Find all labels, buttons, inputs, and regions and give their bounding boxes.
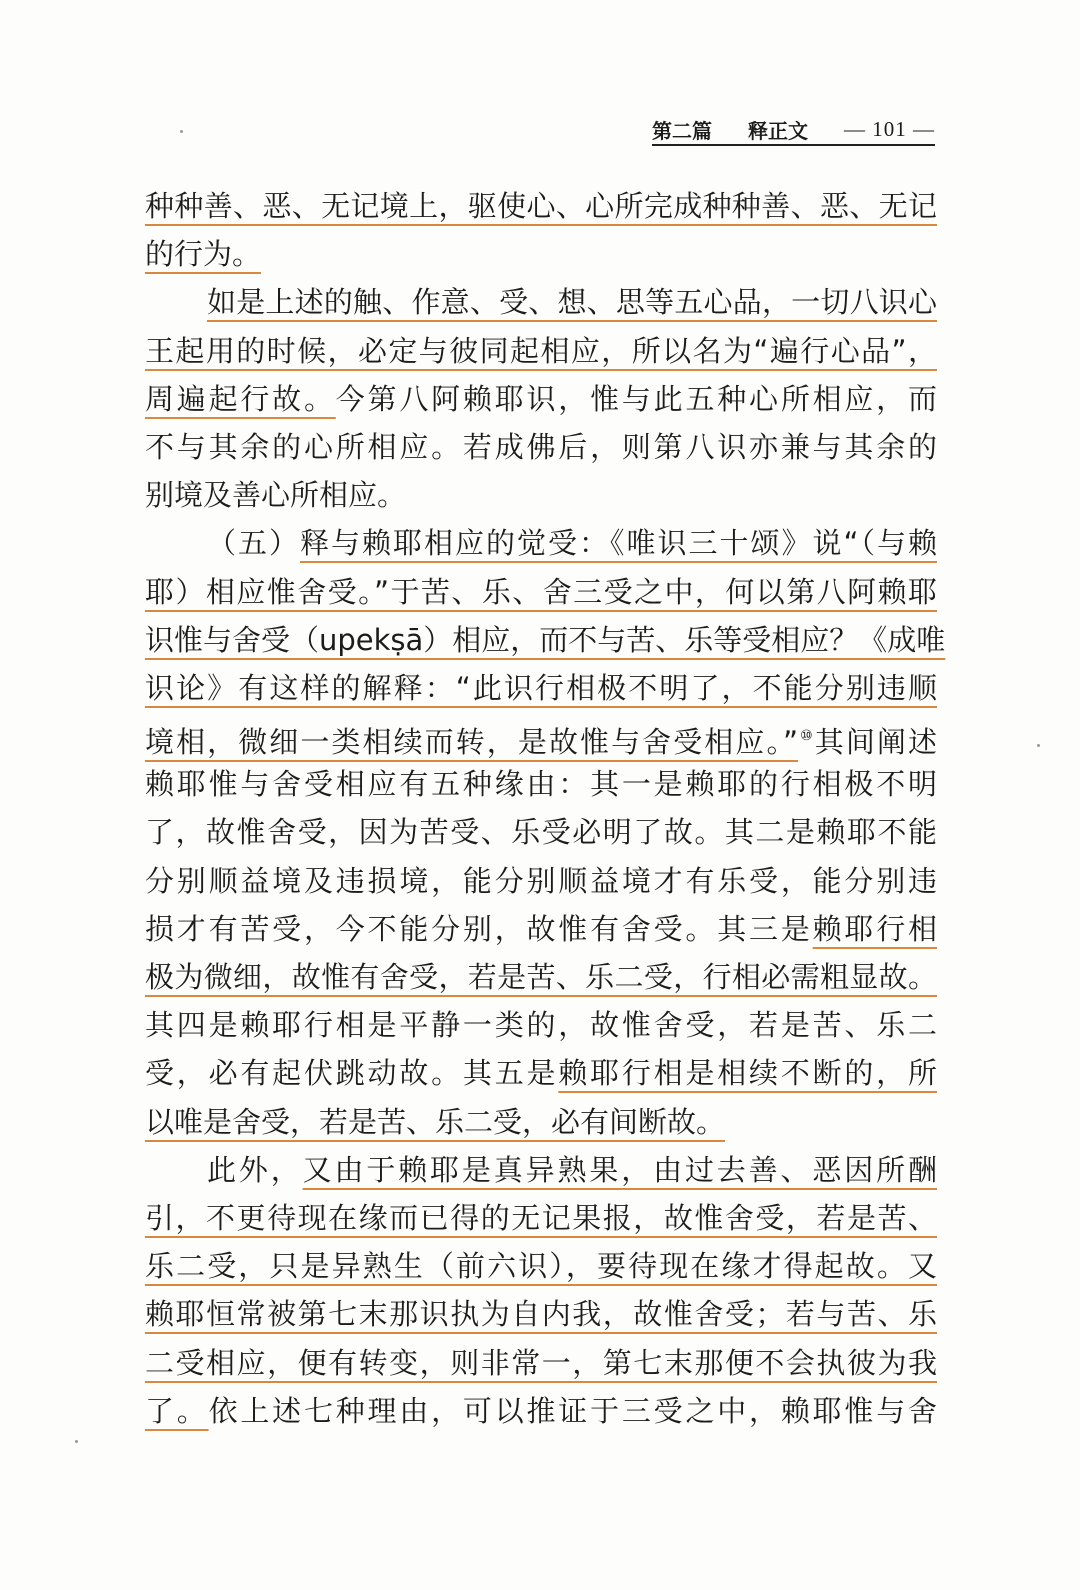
text-segment: 其四是赖耶行相是平静一类的，故惟舍受，若是苦、乐二 bbox=[145, 1008, 937, 1043]
underlined-text: 的行为。 bbox=[145, 237, 262, 272]
footnote-marker: ⑩ bbox=[798, 728, 815, 745]
text-segment: 今第八阿赖耶识，惟与此五种心所相应，而 bbox=[335, 381, 937, 416]
text-line bbox=[145, 1387, 937, 1435]
text-line bbox=[145, 857, 937, 905]
text-line bbox=[145, 1194, 937, 1242]
underlined-text: 境相，微细一类相续而转，是故惟与舍受相应。” bbox=[145, 725, 799, 760]
text-line bbox=[145, 616, 946, 664]
underlined-text: 释与赖耶相应的觉受：《唯识三十颂》说“（与赖 bbox=[300, 526, 937, 561]
text-line bbox=[145, 471, 937, 519]
text-line bbox=[145, 1339, 937, 1387]
underlined-text: 赖耶行相 bbox=[812, 911, 937, 946]
underlined-text: 如是上述的触、作意、受、想、思等五心品，一切八识心 bbox=[207, 285, 937, 320]
text-segment: （五） bbox=[207, 526, 300, 561]
running-header bbox=[652, 114, 935, 146]
text-segment: 依上述七种理由，可以推证于三受之中，赖耶惟与舍 bbox=[208, 1393, 937, 1428]
text-segment: 赖耶惟与舍受相应有五种缘由：其一是赖耶的行相极不明 bbox=[145, 767, 937, 802]
underlined-text: 赖耶行相是相续不断的，所 bbox=[558, 1056, 937, 1091]
underlined-text: 了。 bbox=[145, 1393, 209, 1428]
underlined-text: 种种善、恶、无记境上，驱使心、心所完成种种善、恶、无记 bbox=[145, 189, 937, 223]
underlined-text: 乐二受，只是异熟生（前六识），要待现在缘才得起故。又 bbox=[145, 1249, 937, 1284]
text-segment: 了，故惟舍受，因为苦受、乐受必明了故。其二是赖耶不能 bbox=[145, 815, 937, 850]
text-line bbox=[145, 905, 937, 953]
text-line bbox=[145, 230, 937, 278]
underlined-text: 极为微细，故惟有舍受，若是苦、乐二受，行相必需粗显故。 bbox=[145, 960, 937, 994]
underlined-text: 又由于赖耶是真异熟果，由过去善、恶因所酬 bbox=[302, 1152, 937, 1187]
text-line bbox=[145, 808, 937, 856]
text-line bbox=[145, 423, 937, 471]
underlined-text: 耶）相应惟舍受。”于苦、乐、舍三受之中，何以第八阿赖耶 bbox=[145, 574, 937, 609]
text-line bbox=[145, 375, 937, 423]
text-line bbox=[145, 1001, 937, 1049]
scan-speck bbox=[180, 130, 183, 133]
text-segment: 不与其余的心所相应。若成佛后，则第八识亦兼与其余的 bbox=[145, 429, 937, 464]
text-segment: 其间阐述 bbox=[814, 725, 937, 760]
text-line bbox=[145, 1049, 937, 1097]
text-line bbox=[145, 182, 937, 230]
body-text bbox=[145, 182, 946, 1435]
text-segment: 分别顺益境及违损境，能分别顺益境才有乐受，能分别违 bbox=[145, 863, 937, 898]
text-line bbox=[145, 278, 937, 326]
header-part: 第二篇 bbox=[652, 118, 712, 143]
text-line bbox=[145, 1098, 937, 1146]
underlined-text: 二受相应，便有转变，则非常一，第七末那便不会执彼为我 bbox=[145, 1345, 937, 1380]
text-line bbox=[145, 1290, 937, 1338]
underlined-text: 引，不更待现在缘而已得的无记果报，故惟舍受，若是苦、 bbox=[145, 1200, 937, 1235]
text-line bbox=[145, 327, 937, 375]
text-line bbox=[145, 1242, 937, 1290]
underlined-text: 周遍起行故。 bbox=[145, 381, 336, 416]
text-line bbox=[145, 664, 937, 712]
text-line bbox=[145, 519, 937, 567]
page-number: — 101 — bbox=[844, 116, 935, 141]
text-line bbox=[145, 1146, 937, 1194]
text-segment: 受，必有起伏跳动故。其五是 bbox=[145, 1056, 559, 1091]
scan-speck bbox=[1037, 744, 1040, 747]
underlined-text: 以唯是舍受，若是苦、乐二受，必有间断故。 bbox=[145, 1104, 726, 1139]
text-line bbox=[145, 953, 937, 1001]
text-line bbox=[145, 760, 937, 808]
underlined-text: 识惟与舍受（upekṣā）相应，而不与苦、乐等受相应？《成唯 bbox=[145, 622, 946, 657]
text-segment: 别境及善心所相应。 bbox=[145, 478, 407, 513]
text-line bbox=[145, 568, 937, 616]
underlined-text: 王起用的时候，必定与彼同起相应，所以名为“遍行心品”， bbox=[145, 333, 937, 368]
header-section: 释正文 bbox=[748, 118, 808, 143]
text-segment: 损才有苦受，今不能分别，故惟有舍受。其三是 bbox=[145, 911, 813, 946]
underlined-text: 识论》有这样的解释：“此识行相极不明了，不能分别违顺 bbox=[145, 670, 937, 705]
text-segment: 此外， bbox=[207, 1152, 303, 1187]
text-line bbox=[145, 712, 937, 760]
scan-speck bbox=[75, 1440, 78, 1443]
underlined-text: 赖耶恒常被第七末那识执为自内我，故惟舍受；若与苦、乐 bbox=[145, 1297, 937, 1332]
